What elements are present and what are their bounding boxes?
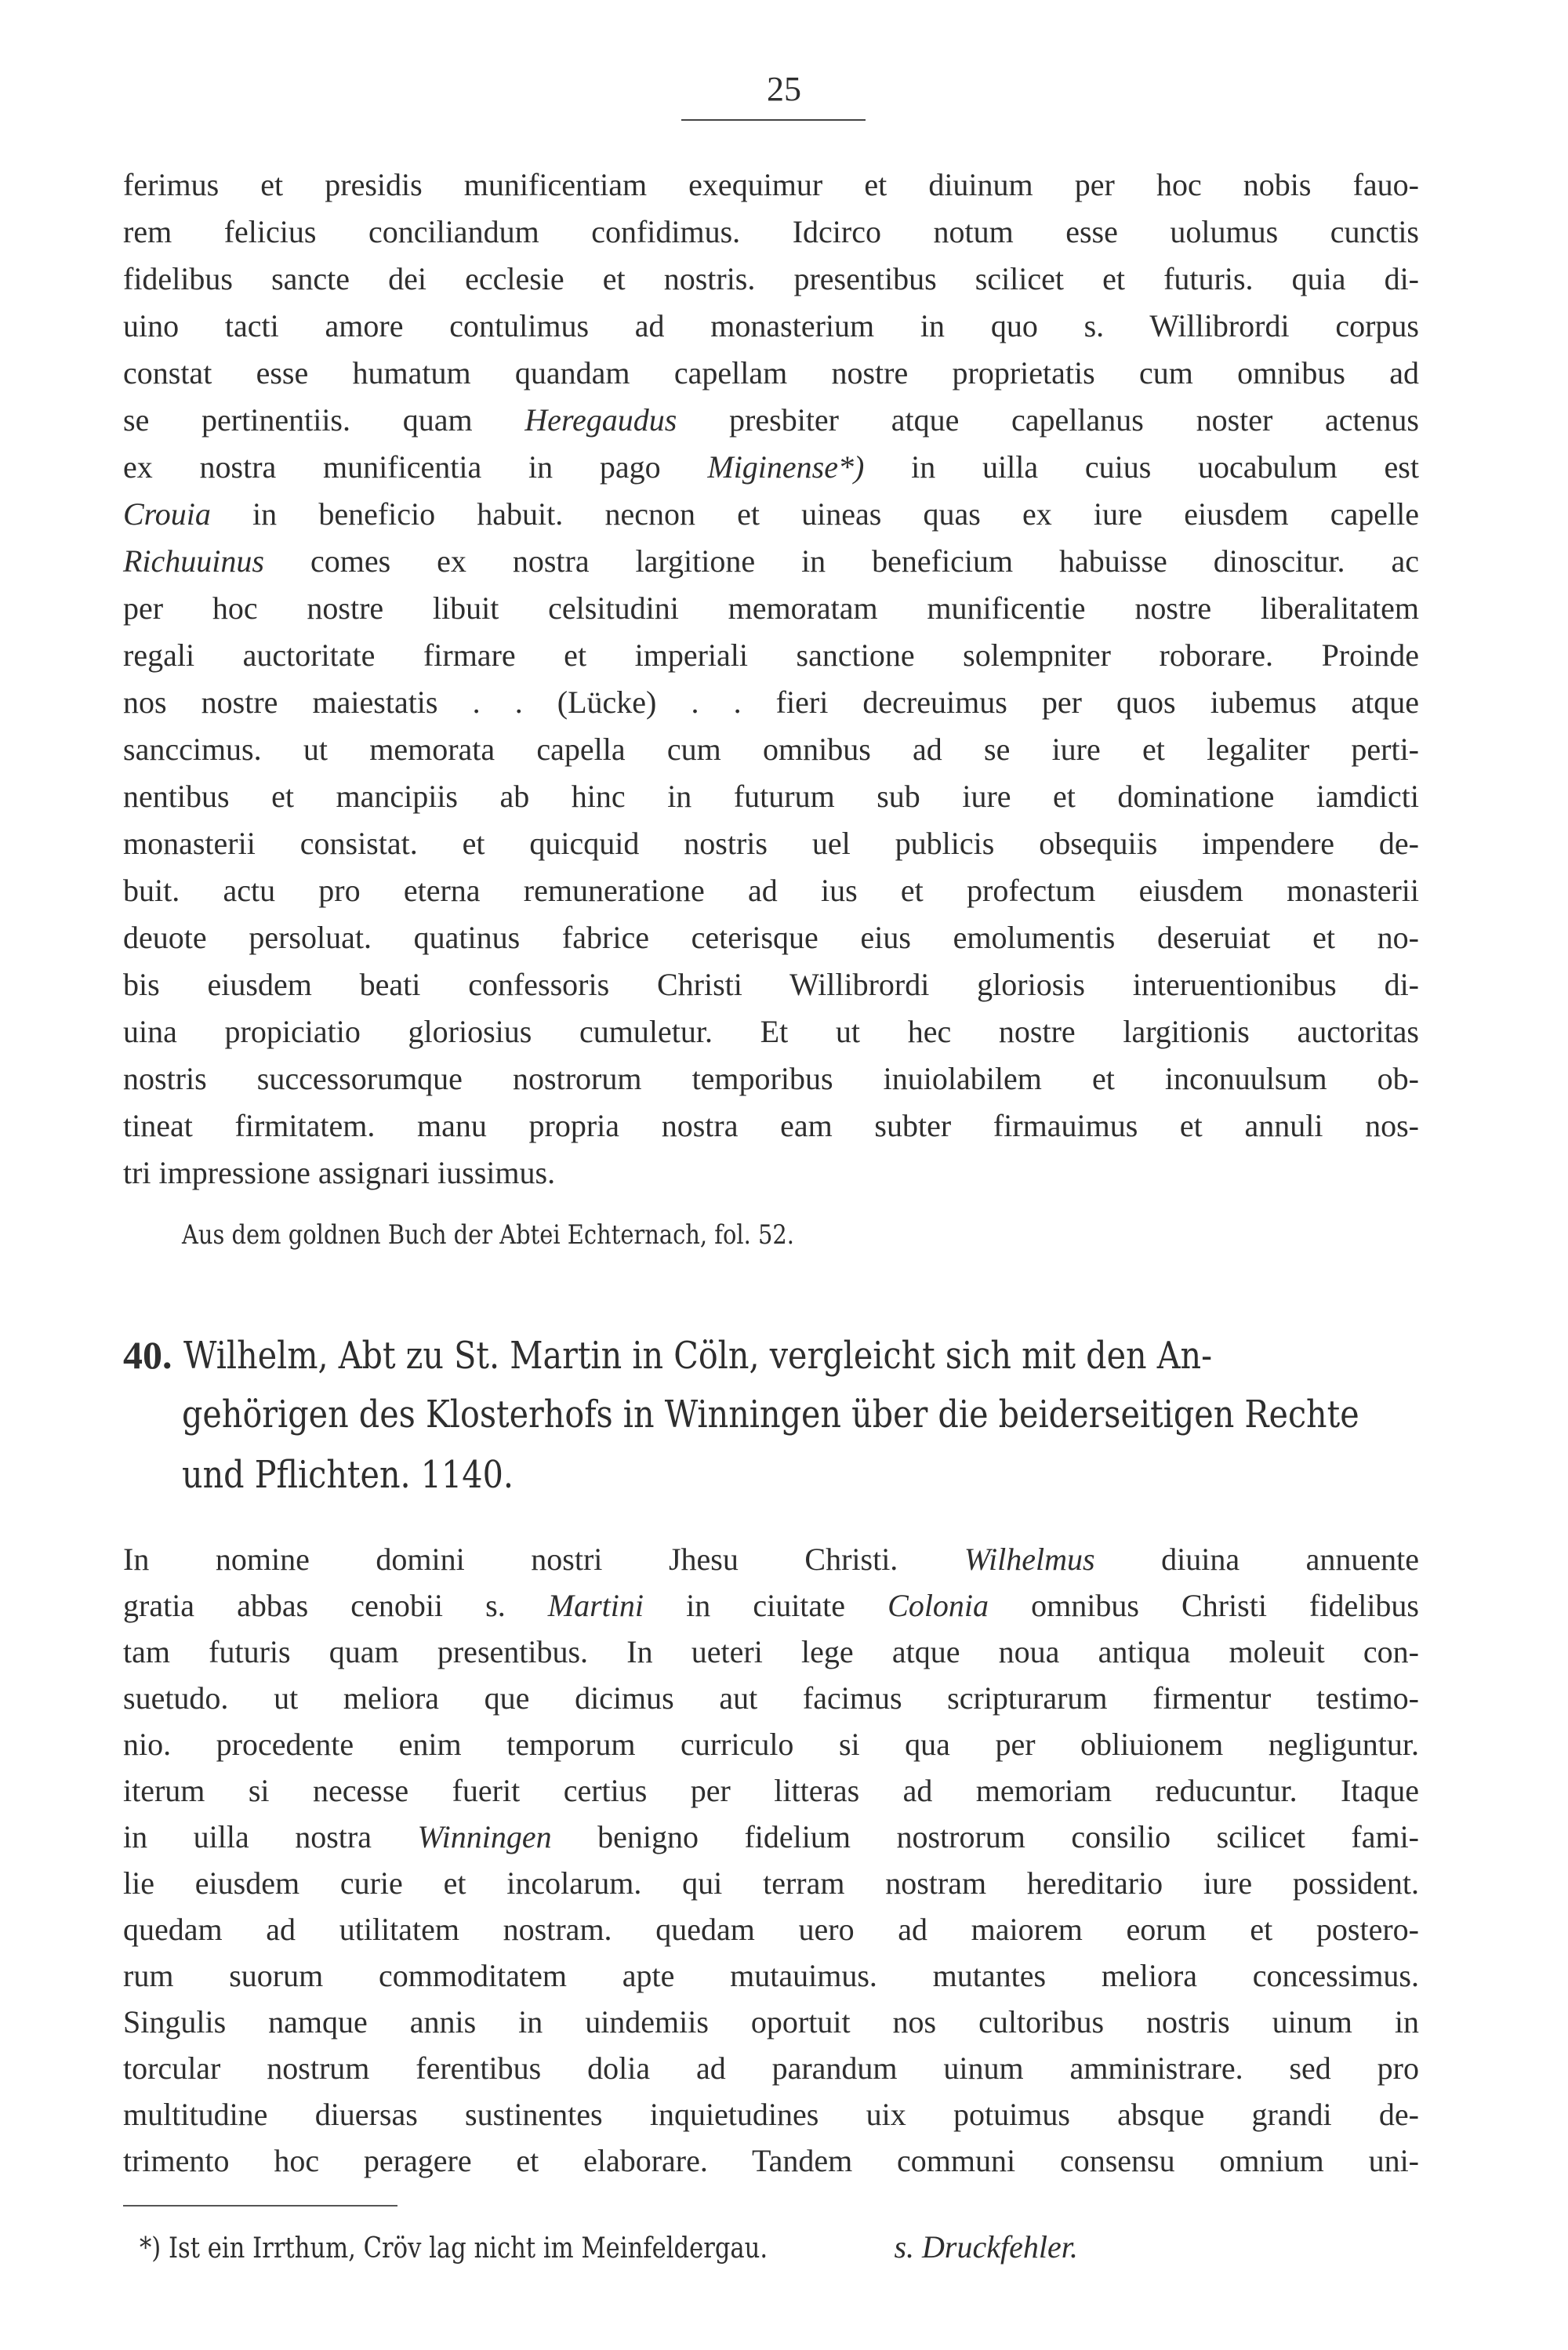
document-number: 40. — [123, 1333, 172, 1377]
text-segment: nostris successorumque nostrorum temporibus inuiolabilem et inconuulsum ob- — [123, 1061, 1419, 1096]
text-line — [123, 1911, 1419, 1949]
text-segment: comes ex nostra largitione in beneficium habuisse dinoscitur. ac — [263, 543, 1419, 579]
text-segment: ferimus et presidis munificentiam exequimur et diuinum per hoc nobis fauo- — [123, 167, 1419, 202]
text-line — [123, 872, 1419, 910]
text-line — [123, 2050, 1419, 2087]
text-line — [123, 354, 1419, 392]
text-line — [123, 307, 1419, 345]
text-segment: monasterii consistat. et quicquid nostris uel publicis obsequiis impendere de- — [123, 826, 1419, 861]
text-segment: omnibus Christi fidelibus — [989, 1588, 1419, 1623]
text-line — [123, 1541, 1419, 1578]
text-line — [123, 778, 1419, 815]
italic-name: Winningen — [417, 1819, 552, 1854]
text-line — [123, 2096, 1419, 2134]
heading-line: gehörigen des Klosterhofs in Winningen über die beiderseitigen Rechte — [182, 1393, 1359, 1437]
text-segment: tineat firmitatem. manu propria nostra eam subter firmauimus et annuli nos- — [123, 1108, 1419, 1143]
text-line — [123, 543, 1419, 580]
text-segment: gratia abbas cenobii s. — [123, 1588, 548, 1623]
text-segment: presbiter atque capellanus noster actenus — [677, 402, 1419, 438]
text-line — [123, 1013, 1419, 1051]
text-line — [123, 590, 1419, 627]
text-segment: deuote persoluat. quatinus fabrice ceterisque eius emolumentis deseruiat et no- — [123, 920, 1419, 955]
text-segment: diuina annuente — [1094, 1542, 1420, 1577]
text-segment: quedam ad utilitatem nostram. quedam uero ad maiorem eorum et postero- — [123, 1912, 1419, 1947]
italic-name: Miginense*) — [707, 449, 865, 485]
text-line — [123, 1154, 1419, 1192]
text-line — [123, 731, 1419, 768]
text-segment: rem felicius conciliandum confidimus. Idcirco notum esse uolumus cunctis — [123, 214, 1419, 249]
text-segment: sanccimus. ut memorata capella cum omnibus ad se iure et legaliter perti- — [123, 732, 1419, 767]
text-line — [123, 166, 1419, 204]
footnote: *) Ist ein Irrthum, Cröv lag nicht im Meinfeldergau. s. Druckfehler. — [140, 2229, 1078, 2265]
text-line — [123, 637, 1419, 674]
text-line — [123, 1957, 1419, 1995]
footnote-rule — [123, 2205, 397, 2207]
text-line — [123, 1865, 1419, 1902]
text-line — [123, 1107, 1419, 1145]
text-segment: in ciuitate — [644, 1588, 888, 1623]
text-segment: constat esse humatum quandam capellam nostre proprietatis cum omnibus ad — [123, 355, 1419, 390]
handwritten-annotation: s. Druckfehler. — [894, 2229, 1078, 2265]
text-segment: nentibus et mancipiis ab hinc in futurum sub iure et dominatione iamdicti — [123, 779, 1419, 814]
italic-name: Richuuinus — [123, 543, 264, 579]
text-segment: iterum si necesse fuerit certius per litteras ad memoriam reducuntur. Itaque — [123, 1773, 1419, 1808]
text-segment: tri impressione assignari iussimus. — [123, 1155, 556, 1190]
text-line — [123, 1680, 1419, 1717]
text-segment: ex nostra munificentia in pago — [123, 449, 708, 485]
text-segment: per hoc nostre libuit celsitudini memoratam munificentie nostre liberalitatem — [123, 590, 1419, 626]
italic-name: Heregaudus — [524, 402, 677, 438]
text-segment: in beneficio habuit. necnon et uineas quas ex iure eiusdem capelle — [210, 496, 1419, 532]
text-segment: In nomine domini nostri Jhesu Christi. — [123, 1542, 964, 1577]
text-segment: in uilla nostra — [123, 1819, 418, 1854]
text-segment: lie eiusdem curie et incolarum. qui terram nostram hereditario iure possident. — [123, 1865, 1419, 1901]
text-line — [123, 1772, 1419, 1810]
text-line — [123, 2003, 1419, 2041]
text-line — [123, 966, 1419, 1004]
text-segment: tam futuris quam presentibus. In ueteri lege atque noua antiqua moleuit con- — [123, 1634, 1419, 1669]
heading-line: 40. Wilhelm, Abt zu St. Martin in Cöln, vergleicht sich mit den An- — [123, 1333, 1212, 1378]
text-line — [123, 1587, 1419, 1625]
text-segment: in uilla cuius uocabulum est — [864, 449, 1419, 485]
page-number: 25 — [767, 70, 801, 108]
text-segment: rum suorum commoditatem apte mutauimus. mutantes meliora concessimus. — [123, 1958, 1419, 1993]
text-segment: nio. procedente enim temporum curriculo si qua per obliuionem negliguntur. — [123, 1727, 1419, 1762]
page-number-rule — [681, 119, 866, 121]
text-line — [123, 401, 1419, 439]
text-segment: Singulis namque annis in uindemiis oportuit nos cultoribus nostris uinum in — [123, 2004, 1419, 2039]
text-line — [123, 449, 1419, 486]
text-line — [123, 1818, 1419, 1856]
text-segment: uina propiciatio gloriosius cumuletur. Et ut hec nostre largitionis auctoritas — [123, 1014, 1419, 1049]
text-line — [123, 1726, 1419, 1763]
text-segment: bis eiusdem beati confessoris Christi Willibrordi gloriosis interuentionibus di- — [123, 967, 1419, 1002]
text-segment: multitudine diuersas sustinentes inquietudines uix potuimus absque grandi de- — [123, 2097, 1419, 2132]
heading-line: und Pflichten. 1140. — [182, 1453, 514, 1497]
italic-name: Wilhelmus — [964, 1542, 1095, 1577]
text-line — [123, 1060, 1419, 1098]
text-line — [123, 496, 1419, 533]
text-line — [123, 213, 1419, 251]
text-segment: suetudo. ut meliora que dicimus aut facimus scripturarum firmentur testimo- — [123, 1680, 1419, 1716]
text-line — [123, 1633, 1419, 1671]
text-segment: fidelibus sancte dei ecclesie et nostris. presentibus scilicet et futuris. quia di- — [123, 261, 1419, 296]
text-segment: torcular nostrum ferentibus dolia ad parandum uinum amministrare. sed pro — [123, 2050, 1419, 2086]
text-segment: trimento hoc peragere et elaborare. Tandem communi consensu omnium uni- — [123, 2143, 1419, 2178]
text-line — [123, 919, 1419, 957]
text-line — [123, 825, 1419, 863]
text-line — [123, 260, 1419, 298]
text-segment: nos nostre maiestatis . . (Lücke) . . fieri decreuimus per quos iubemus atque — [123, 685, 1419, 720]
text-segment: regali auctoritate firmare et imperiali sanctione solempniter roborare. Proinde — [123, 637, 1419, 673]
text-segment: se pertinentiis. quam — [123, 402, 525, 438]
text-segment: uino tacti amore contulimus ad monasterium in quo s. Willibrordi corpus — [123, 308, 1419, 343]
italic-name: Martini — [547, 1588, 644, 1623]
italic-name: Colonia — [887, 1588, 989, 1623]
text-segment: benigno fidelium nostrorum consilio scilicet fami- — [551, 1819, 1419, 1854]
italic-name: Crouia — [123, 496, 211, 532]
text-line — [123, 2142, 1419, 2180]
source-note: Aus dem goldnen Buch der Abtei Echternach, fol. 52. — [182, 1219, 794, 1251]
text-segment: buit. actu pro eterna remuneratione ad ius et profectum eiusdem monasterii — [123, 873, 1419, 908]
text-line — [123, 684, 1419, 721]
